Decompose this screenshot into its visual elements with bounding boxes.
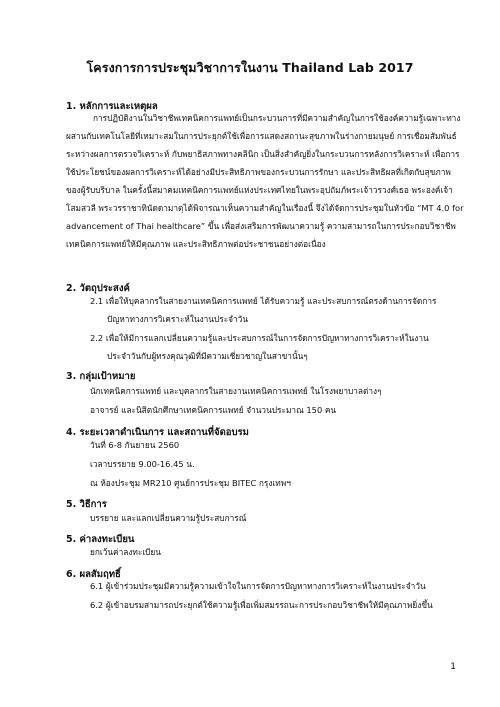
paragraph-line: ผสานกับเทคโนโลยีที่เหมาะสมในการประยุกต์ใช้เพื่อการแสดงสถานะสุขภาพในร่างกายมนุษย์ การเชื่อมสัมพันธ์ xyxy=(66,131,457,141)
paragraph-line: การปฏิบัติงานในวิชาชีพเทคนิคการแพทย์เป็นกระบวนการที่มีความสำคัญในการใช้องค์ความรู้เฉพาะทาง xyxy=(93,113,461,123)
paragraph-line: เทคนิคการแพทย์ให้มีคุณภาพ และประสิทธิภาพต่อประชาชนอย่างต่อเนื่อง xyxy=(66,239,326,249)
section-heading-schedule: 4. ระยะเวลาดำเนินการ และสถานที่จัดอบรม xyxy=(66,427,249,438)
page-number: 1 xyxy=(450,662,456,672)
list-item: เวลาบรรยาย 9.00-16.45 น. xyxy=(90,459,195,469)
paragraph-line: ของผู้รับบริบาล ในครั้งนี้สมาคมเทคนิคการแพทย์แห่งประเทศไทยในพระอุปถัมภ์พระเจ้าวรวงศ์เธอ พระองค์เจ้า xyxy=(66,185,453,195)
paragraph-line: โสมสวลี พระวรราชาทินัดดามาตุได้พิจารณาเห็นความสำคัญในเรื่องนี้ จึงได้จัดการประชุมในหัวข้อ “MT 4.0 for xyxy=(66,203,464,213)
list-item: ปัญหาทางการวิเคราะห์ในงานประจำวัน xyxy=(107,314,249,324)
document-title: โครงการการประชุมวิชาการในงาน Thailand Lab 2017 xyxy=(86,60,414,75)
list-item: ยกเว้นค่าลงทะเบียน xyxy=(90,547,161,557)
list-item: ประจำวันกับผู้ทรงคุณวุฒิที่มีความเชี่ยวชาญในสาขานั้นๆ xyxy=(107,351,308,361)
section-heading-background: 1. หลักการและเหตุผล xyxy=(66,101,158,112)
paragraph-line: ระหว่างผลการตรวจวิเคราะห์ กับพยาธิสภาพทางคลินิก เป็นสิ่งสำคัญยิ่งในกระบวนการหลังการวิเคราะห์ เพื่อการ xyxy=(66,149,460,159)
list-item: 6.1 ผู้เข้าร่วมประชุมมีความรู้ความเข้าใจในการจัดการปัญหาทางการวิเคราะห์ในงานประจำวัน xyxy=(90,581,426,591)
list-item: บรรยาย และแลกเปลี่ยนความรู้ประสบการณ์ xyxy=(90,513,247,523)
paragraph-line: ใช้ประโยชน์ของผลการวิเคราะห์ได้อย่างมีประสิทธิภาพของกระบวนการรักษา และประสิทธิผลที่เกิดกับสุขภาพ xyxy=(66,167,451,177)
section-heading-method: 5. วิธีการ xyxy=(66,499,107,510)
list-item: ณ ห้องประชุม MR210 ศูนย์การประชุม BITEC กรุงเทพฯ xyxy=(90,478,291,488)
list-item: นักเทคนิคการแพทย์ และบุคลากรในสายงานเทคนิคการแพทย์ ในโรงพยาบาลต่างๆ xyxy=(90,386,382,396)
list-item: 2.1 เพื่อให้บุคลากรในสายงานเทคนิคการแพทย์ ได้รับความรู้ และประสบการณ์ตรงด้านการจัดการ xyxy=(90,296,437,306)
list-item: วันที่ 6-8 กันยายน 2560 xyxy=(90,440,180,450)
section-heading-target-group: 3. กลุ่มเป้าหมาย xyxy=(66,371,136,382)
section-heading-objectives: 2. วัตถุประสงค์ xyxy=(66,283,130,294)
list-item: อาจารย์ และนิสิตนักศึกษาเทคนิคการแพทย์ จำนวนประมาณ 150 คน xyxy=(90,405,337,415)
list-item: 2.2 เพื่อให้มีการแลกเปลี่ยนความรู้และประสบการณ์ในการจัดการปัญหาทางการวิเคราะห์ในงาน xyxy=(90,333,429,343)
section-heading-registration-fee: 5. ค่าลงทะเบียน xyxy=(66,534,135,545)
paragraph-line: advancement of Thai healthcare” ขึ้น เพื่อส่งเสริมการพัฒนาความรู้ ความสามารถในการประกอบวิชาชีพ xyxy=(66,221,456,231)
section-heading-outcomes: 6. ผลสัมฤทธิ์ xyxy=(66,569,121,580)
list-item: 6.2 ผู้เข้าอบรมสามารถประยุกต์ใช้ความรู้เพื่อเพิ่มสมรรถนะการประกอบวิชาชีพให้มีคุณภาพยิ่งขึ้น xyxy=(90,600,433,610)
